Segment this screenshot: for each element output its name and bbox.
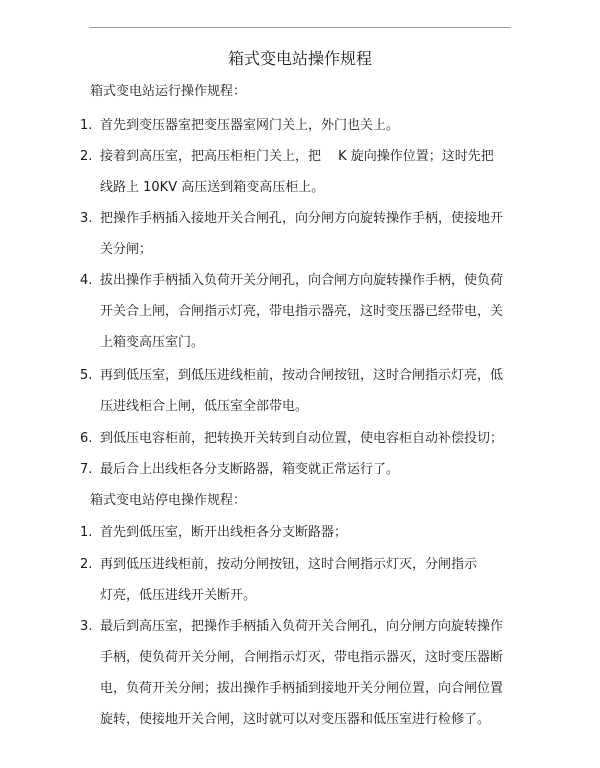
step-number: 2. [80,557,93,572]
step-text: 再到低压室，到低压进线柜前，按动合闸按钮，这时合闸指示灯亮，低 [100,368,504,383]
section-heading-operation: 箱式变电站运行操作规程： [90,84,247,99]
step-number: 4. [80,273,93,288]
operation-step-1 [80,117,520,148]
operation-step-3 [80,210,520,272]
section-heading-shutdown: 箱式变电站停电操作规程： [90,493,247,508]
shutdown-step-3 [80,618,520,742]
page-title: 箱式变电站操作规程 [227,49,372,68]
step-number: 1. [80,118,93,133]
step-text: 电，负荷开关分闸；拔出操作手柄插到接地开关分闸位置，向合闸位置 [100,681,504,696]
shutdown-step-2 [80,556,520,618]
step-number: 3. [80,619,93,634]
operation-step-4 [80,272,520,365]
step-text: 拔出操作手柄插入负荷开关分闸孔，向合闸方向旋转操作手柄，使负荷 [100,273,504,288]
step-text: 手柄，使负荷开关分闸，合闸指示灯灭，带电指示器灭，这时变压器断 [100,650,504,665]
shutdown-step-1 [80,524,520,555]
step-text: 到低压电容柜前，把转换开关转到自动位置，使电容柜自动补偿投切； [100,431,504,446]
step-number: 2. [80,149,93,164]
step-number: 5. [80,368,93,383]
step-text: 最后到高压室，把操作手柄插入负荷开关合闸孔，向分闸方向旋转操作 [100,619,504,634]
operation-step-2 [80,148,520,210]
step-text: 上箱变高压室门。 [100,335,205,350]
step-number: 6. [80,431,93,446]
step-text: 首先到变压器室把变压器室网门关上，外门也关上。 [100,118,400,133]
operation-step-7 [80,461,520,492]
step-number: 7. [80,462,93,477]
step-text: 旋转，使接地开关合闸，这时就可以对变压器和低压室进行检修了。 [100,712,491,727]
step-text: 线路上 10KV 高压送到箱变高压柜上。 [100,180,325,195]
operation-step-5 [80,367,520,429]
header-rule [89,27,511,28]
step-text: 把操作手柄插入接地开关合闸孔，向分闸方向旋转操作手柄，使接地开 [100,211,504,226]
step-text: 首先到低压室，断开出线柜各分支断路器； [100,525,348,540]
step-text: 灯亮，低压进线开关断开。 [100,588,257,603]
step-text: 接着到高压室，把高压柜柜门关上，把 K 旋向操作位置；这时先把 [100,149,494,164]
step-text: 最后合上出线柜各分支断路器，箱变就正常运行了。 [100,462,400,477]
step-text: 再到低压进线柜前，按动分闸按钮，这时合闸指示灯灭，分闸指示 [100,557,478,572]
step-text: 压进线柜合上闸，低压室全部带电。 [100,399,309,414]
step-number: 3. [80,211,93,226]
operation-step-6 [80,430,520,461]
step-text: 关分闸； [100,242,153,257]
step-text: 开关合上闸，合闸指示灯亮，带电指示器亮，这时变压器已经带电，关 [100,304,504,319]
step-number: 1. [80,525,93,540]
